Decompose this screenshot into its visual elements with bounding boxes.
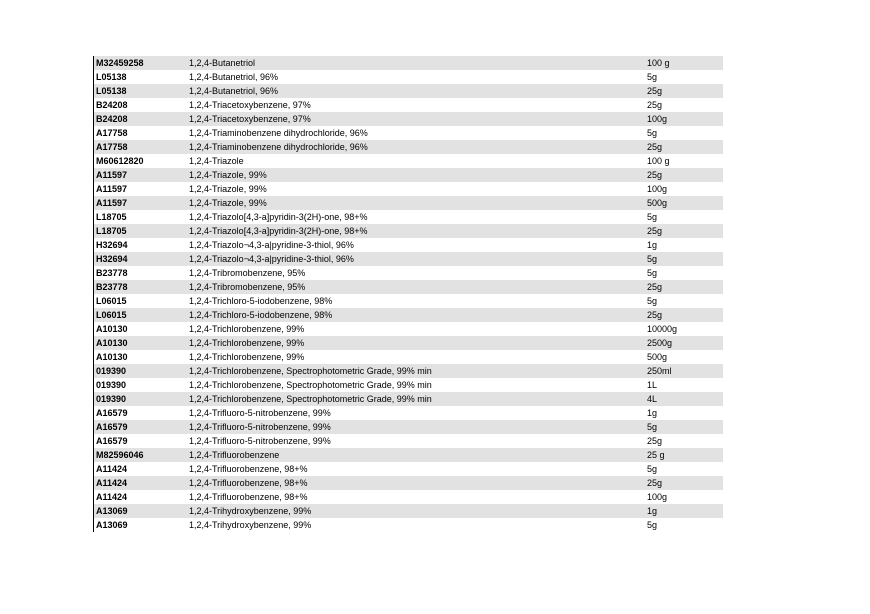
catalog-number: L05138 [96, 72, 127, 82]
catalog-number: B23778 [96, 282, 128, 292]
catalog-number: A10130 [96, 352, 128, 362]
catalog-number: A11597 [96, 184, 128, 194]
table-row [93, 112, 723, 126]
catalog-number: M60612820 [96, 156, 144, 166]
product-name: 1,2,4-Trichlorobenzene, Spectrophotometric Grade, 99% min [189, 380, 432, 390]
package-size: 25g [647, 86, 663, 96]
package-size: 500g [647, 198, 668, 208]
product-name: 1,2,4-Trichlorobenzene, 99% [189, 324, 305, 334]
product-name: 1,2,4-Butanetriol [189, 58, 256, 68]
package-size: 500g [647, 352, 668, 362]
catalog-number: A13069 [96, 506, 128, 516]
product-name: 1,2,4-Trichlorobenzene, 99% [189, 352, 305, 362]
table-row [93, 294, 723, 308]
product-name: 1,2,4-Triaminobenzene dihydrochloride, 96% [189, 128, 368, 138]
product-name: 1,2,4-Trichloro-5-iodobenzene, 98% [189, 310, 333, 320]
package-size: 4L [647, 394, 658, 404]
package-size: 1g [647, 408, 658, 418]
table-row [93, 266, 723, 280]
product-name: 1,2,4-Triazole, 99% [189, 184, 267, 194]
package-size: 1g [647, 506, 658, 516]
table-row [93, 392, 723, 406]
catalog-number: 019390 [96, 394, 127, 404]
package-size: 25 g [647, 450, 665, 460]
package-size: 25g [647, 282, 663, 292]
table-row [93, 434, 723, 448]
product-name: 1,2,4-Triazole, 99% [189, 170, 267, 180]
catalog-number: A10130 [96, 338, 128, 348]
table-row [93, 252, 723, 266]
package-size: 5g [647, 422, 658, 432]
table-row [93, 490, 723, 504]
catalog-number: H32694 [96, 240, 128, 250]
product-name: 1,2,4-Trihydroxybenzene, 99% [189, 520, 312, 530]
table-row [93, 406, 723, 420]
catalog-number: L18705 [96, 212, 127, 222]
table-row [93, 364, 723, 378]
table-row [93, 476, 723, 490]
product-name: 1,2,4-Trichlorobenzene, Spectrophotometric Grade, 99% min [189, 394, 432, 404]
table-row [93, 322, 723, 336]
catalog-number: A11424 [96, 478, 128, 488]
table-row [93, 350, 723, 364]
catalog-number: L06015 [96, 296, 127, 306]
catalog-number: A16579 [96, 422, 128, 432]
table-row [93, 224, 723, 238]
catalog-number: A17758 [96, 128, 128, 138]
table-row [93, 154, 723, 168]
catalog-number: A11424 [96, 492, 128, 502]
catalog-number: B24208 [96, 114, 128, 124]
table-row [93, 84, 723, 98]
table-row [93, 168, 723, 182]
product-name: 1,2,4-Tribromobenzene, 95% [189, 268, 306, 278]
catalog-number: L05138 [96, 86, 127, 96]
table-row [93, 504, 723, 518]
catalog-number: 019390 [96, 366, 127, 376]
package-size: 25g [647, 310, 663, 320]
package-size: 100 g [647, 156, 670, 166]
table-row [93, 238, 723, 252]
table-row [93, 210, 723, 224]
package-size: 25g [647, 170, 663, 180]
product-name: 1,2,4-Triazolo¬4,3-a|pyridine-3-thiol, 96% [189, 240, 354, 250]
package-size: 5g [647, 296, 658, 306]
table-row [93, 56, 723, 70]
catalog-number: 019390 [96, 380, 127, 390]
table-row [93, 448, 723, 462]
catalog-number: A11597 [96, 198, 128, 208]
package-size: 25g [647, 100, 663, 110]
product-name: 1,2,4-Trifluoro-5-nitrobenzene, 99% [189, 436, 331, 446]
package-size: 5g [647, 268, 658, 278]
table-row [93, 140, 723, 154]
table-row [93, 182, 723, 196]
catalog-number: A16579 [96, 408, 128, 418]
product-name: 1,2,4-Triacetoxybenzene, 97% [189, 100, 311, 110]
package-size: 25g [647, 226, 663, 236]
product-name: 1,2,4-Trichloro-5-iodobenzene, 98% [189, 296, 333, 306]
product-name: 1,2,4-Trihydroxybenzene, 99% [189, 506, 312, 516]
package-size: 100 g [647, 58, 670, 68]
package-size: 5g [647, 254, 658, 264]
catalog-number: B23778 [96, 268, 128, 278]
package-size: 25g [647, 142, 663, 152]
package-size: 1g [647, 240, 658, 250]
table-row [93, 420, 723, 434]
table-row [93, 70, 723, 84]
catalog-number: M32459258 [96, 58, 144, 68]
product-name: 1,2,4-Trifluorobenzene, 98+% [189, 492, 308, 502]
product-name: 1,2,4-Butanetriol, 96% [189, 72, 279, 82]
catalog-number: H32694 [96, 254, 128, 264]
catalog-number: A11424 [96, 464, 128, 474]
package-size: 1L [647, 380, 658, 390]
product-name: 1,2,4-Trifluoro-5-nitrobenzene, 99% [189, 408, 331, 418]
product-name: 1,2,4-Trifluorobenzene, 98+% [189, 464, 308, 474]
package-size: 5g [647, 520, 658, 530]
table-row [93, 196, 723, 210]
product-name: 1,2,4-Trifluorobenzene, 98+% [189, 478, 308, 488]
table-row [93, 336, 723, 350]
catalog-number: A10130 [96, 324, 128, 334]
package-size: 5g [647, 464, 658, 474]
product-name: 1,2,4-Triazolo¬4,3-a|pyridine-3-thiol, 96% [189, 254, 354, 264]
product-name: 1,2,4-Triazolo[4,3-a]pyridin-3(2H)-one, 98+% [189, 212, 368, 222]
catalog-number: A17758 [96, 142, 128, 152]
table-row [93, 98, 723, 112]
table-row [93, 378, 723, 392]
package-size: 250ml [647, 366, 672, 376]
package-size: 25g [647, 436, 663, 446]
product-name: 1,2,4-Triazole [189, 156, 244, 166]
table-row [93, 462, 723, 476]
table-row [93, 280, 723, 294]
product-name: 1,2,4-Triazole, 99% [189, 198, 267, 208]
catalog-number: L18705 [96, 226, 127, 236]
catalog-number: A11597 [96, 170, 128, 180]
product-name: 1,2,4-Trifluorobenzene [189, 450, 280, 460]
package-size: 10000g [647, 324, 678, 334]
table-row [93, 308, 723, 322]
product-name: 1,2,4-Trifluoro-5-nitrobenzene, 99% [189, 422, 331, 432]
package-size: 100g [647, 492, 668, 502]
table-row [93, 126, 723, 140]
product-name: 1,2,4-Trichlorobenzene, Spectrophotometric Grade, 99% min [189, 366, 432, 376]
table-row [93, 518, 723, 532]
catalog-number: A13069 [96, 520, 128, 530]
product-name: 1,2,4-Trichlorobenzene, 99% [189, 338, 305, 348]
package-size: 5g [647, 128, 658, 138]
catalog-number: M82596046 [96, 450, 144, 460]
catalog-number: B24208 [96, 100, 128, 110]
product-table [93, 56, 723, 532]
product-name: 1,2,4-Triaminobenzene dihydrochloride, 96% [189, 142, 368, 152]
package-size: 2500g [647, 338, 673, 348]
catalog-number: L06015 [96, 310, 127, 320]
product-name: 1,2,4-Triacetoxybenzene, 97% [189, 114, 311, 124]
catalog-number: A16579 [96, 436, 128, 446]
product-name: 1,2,4-Tribromobenzene, 95% [189, 282, 306, 292]
product-name: 1,2,4-Triazolo[4,3-a]pyridin-3(2H)-one, 98+% [189, 226, 368, 236]
package-size: 100g [647, 114, 668, 124]
product-name: 1,2,4-Butanetriol, 96% [189, 86, 279, 96]
package-size: 25g [647, 478, 663, 488]
package-size: 5g [647, 72, 658, 82]
package-size: 100g [647, 184, 668, 194]
package-size: 5g [647, 212, 658, 222]
